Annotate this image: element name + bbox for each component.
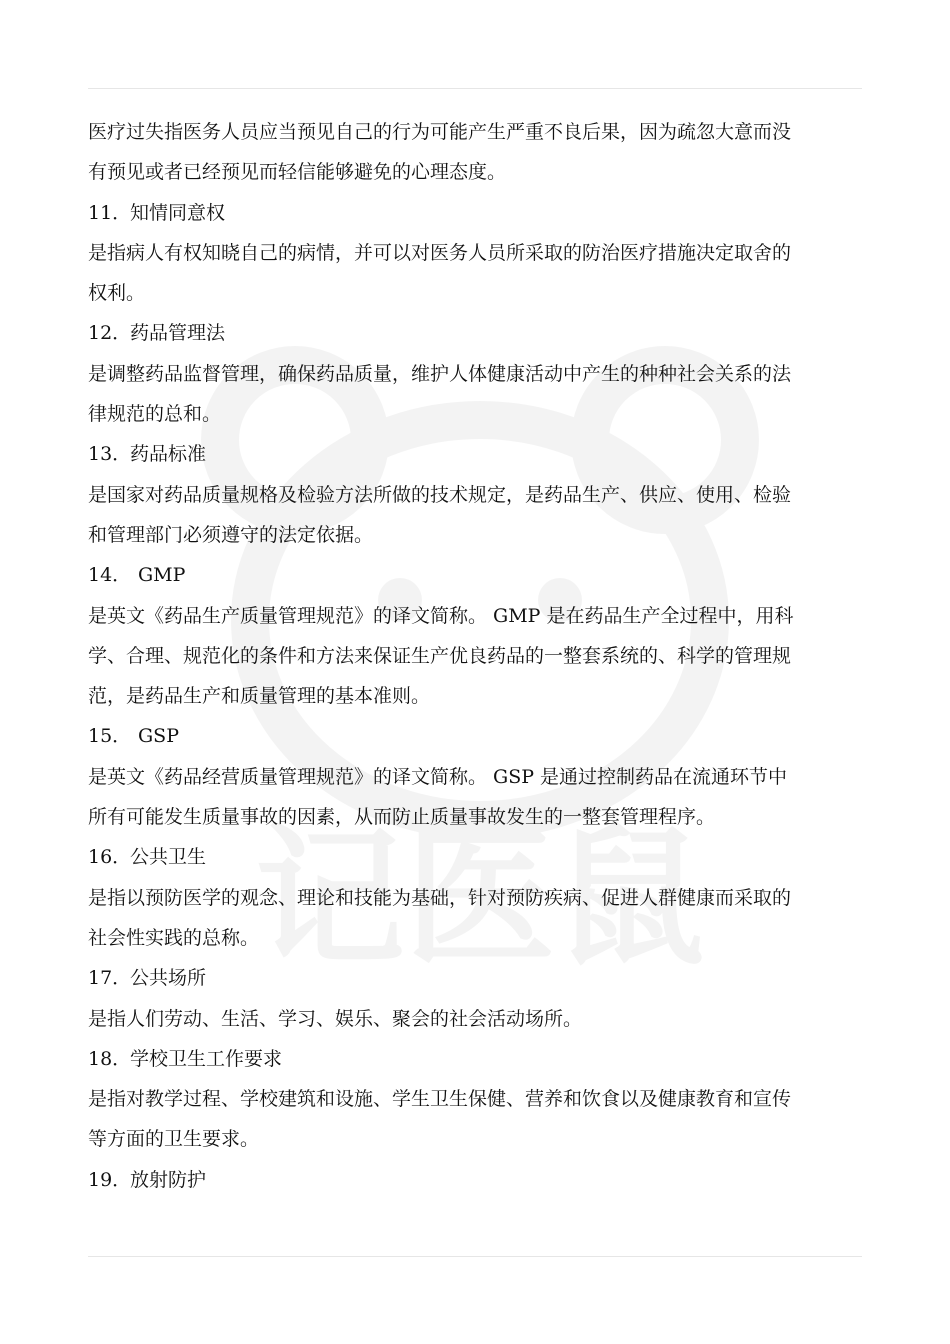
term-heading (88, 1039, 858, 1079)
term-heading (88, 555, 858, 595)
term-heading (88, 958, 858, 998)
term-title: 学校卫生工作要求 (130, 1047, 283, 1070)
definition-line: 所有可能发生质量事故的因素，从而防止质量事故发生的一整套管理程序。 (88, 806, 716, 829)
definition-line: 权利。 (88, 282, 146, 305)
term-number: 12． (88, 322, 132, 345)
definition-line: 医疗过失指医务人员应当预见自己的行为可能产生严重不良后果，因为疏忽大意而没 (88, 121, 792, 143)
term-heading (88, 434, 858, 474)
definition-line: 是指以预防医学的观念、理论和技能为基础，针对预防疾病、促进人群健康而采取的 (88, 886, 792, 909)
header-rule (88, 88, 862, 89)
term-number: 14． (88, 564, 132, 587)
term-heading (88, 716, 858, 756)
definition-line: 社会性实践的总称。 (88, 926, 260, 949)
definition-line: 律规范的总和。 (88, 403, 222, 426)
term-heading (88, 1160, 858, 1200)
definition-line: 范，是药品生产和质量管理的基本准则。 (88, 685, 431, 708)
term-number: 19． (88, 1168, 132, 1191)
definition-line: 是指病人有权知晓自己的病情，并可以对医务人员所采取的防治医疗措施决定取舍的 (88, 241, 792, 264)
term-title: 药品管理法 (130, 322, 226, 345)
term-number: 16． (88, 846, 132, 869)
term-title: GMP (138, 564, 186, 587)
term-title: GSP (138, 725, 179, 748)
term-number: 18． (88, 1047, 132, 1070)
term-title: 放射防护 (130, 1168, 207, 1191)
definition-line: 是指人们劳动、生活、学习、娱乐、聚会的社会活动场所。 (88, 1007, 583, 1030)
term-title: 公共卫生 (130, 846, 207, 869)
definition-line: 是调整药品监督管理，确保药品质量，维护人体健康活动中产生的种种社会关系的法 (88, 362, 792, 385)
definition-line: 和管理部门必须遵守的法定依据。 (88, 523, 374, 546)
term-number: 17． (88, 967, 132, 990)
definition-line: 是英文《药品经营质量管理规范》的译文简称。 GSP 是通过控制药品在流通环节中 (88, 765, 788, 788)
definition-line: 是英文《药品生产质量管理规范》的译文简称。 GMP 是在药品生产全过程中，用科 (88, 604, 794, 627)
term-heading (88, 837, 858, 877)
definition-line: 学、合理、规范化的条件和方法来保证生产优良药品的一整套系统的、科学的管理规 (88, 644, 792, 667)
definition-line: 有预见或者已经预见而轻信能够避免的心理态度。 (88, 161, 507, 184)
term-number: 13． (88, 443, 132, 466)
term-number: 11． (88, 201, 132, 224)
definition-line: 是指对教学过程、学校建筑和设施、学生卫生保健、营养和饮食以及健康教育和宣传 (88, 1088, 792, 1111)
term-title: 公共场所 (130, 967, 207, 990)
document-body (88, 112, 858, 1200)
definition-line: 等方面的卫生要求。 (88, 1128, 260, 1151)
term-heading (88, 313, 858, 353)
term-number: 15． (88, 725, 132, 748)
definition-line: 是国家对药品质量规格及检验方法所做的技术规定，是药品生产、供应、使用、检验 (88, 483, 792, 506)
term-title: 知情同意权 (130, 201, 226, 224)
footer-rule (88, 1256, 862, 1257)
term-title: 药品标准 (130, 443, 207, 466)
term-heading (88, 193, 858, 233)
